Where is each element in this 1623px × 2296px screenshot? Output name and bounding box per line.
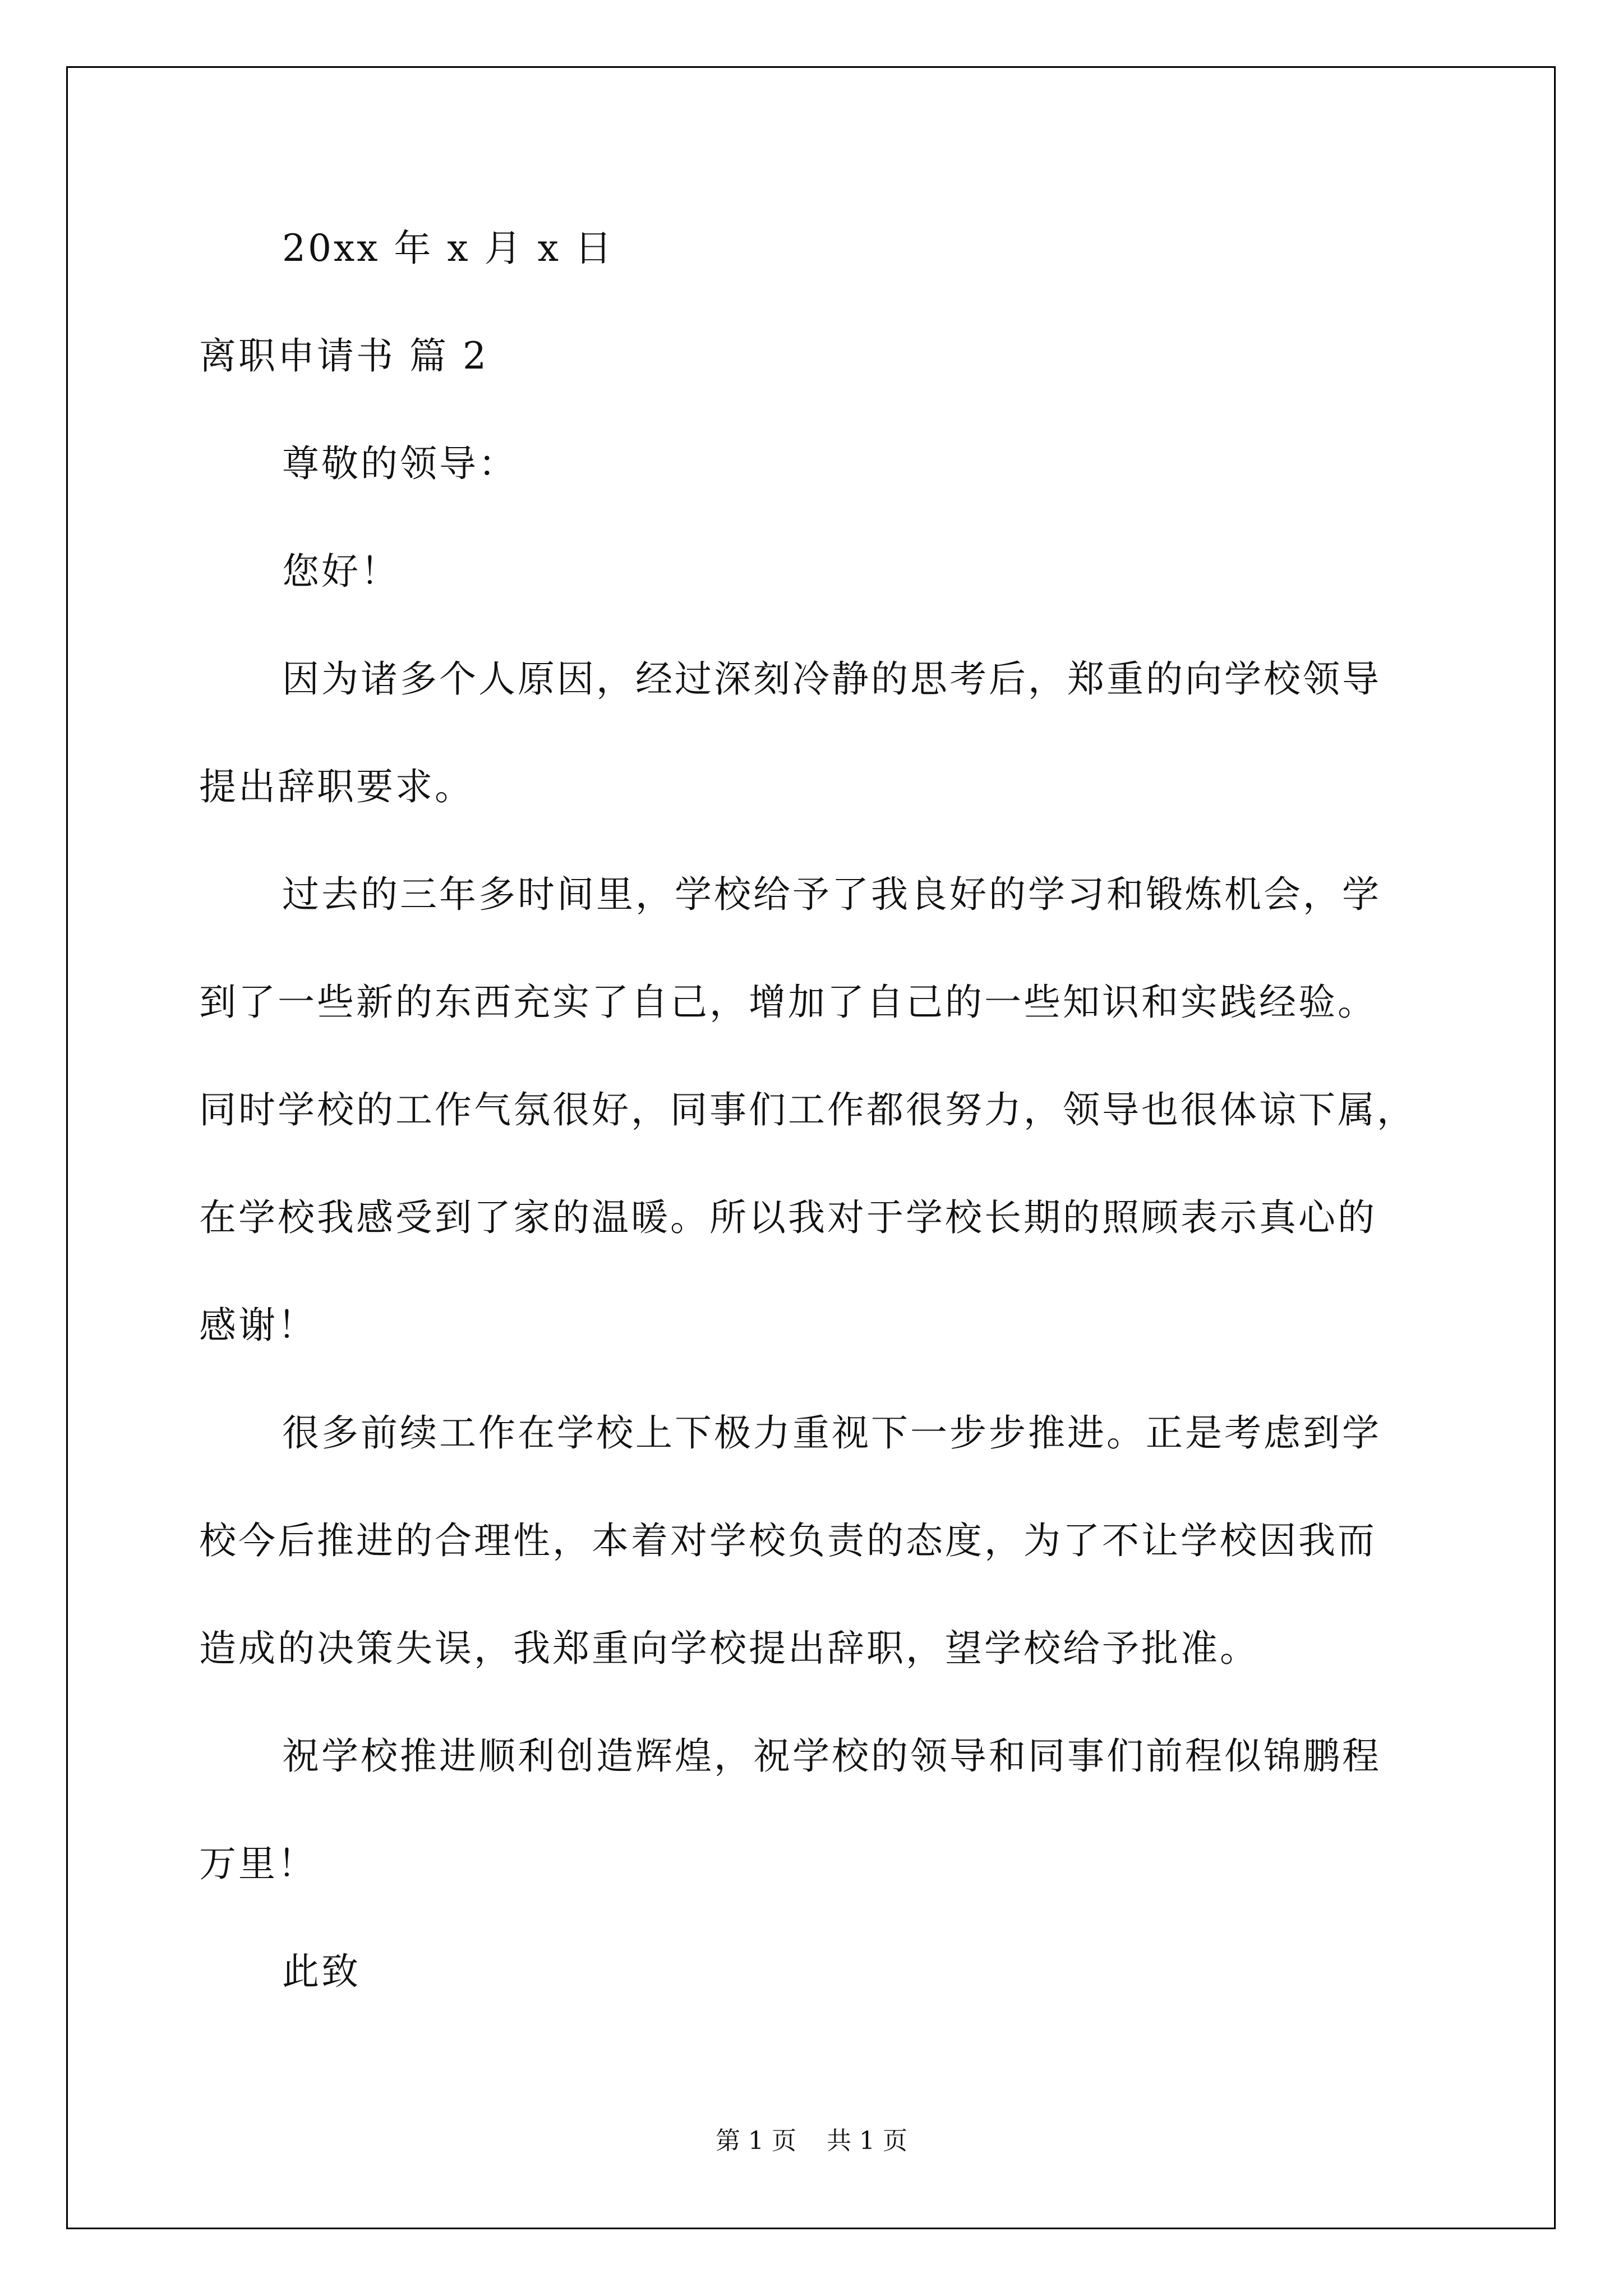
paragraph-2-line-5: 感谢！: [199, 1304, 317, 1347]
document-heading: 离职申请书 篇 2: [199, 334, 488, 378]
paragraph-4-line-1: 祝学校推进顺利创造辉煌，祝学校的领导和同事们前程似锦鹏程: [282, 1734, 1381, 1778]
date-line: 20xx 年 x 月 x 日: [282, 227, 614, 270]
paragraph-1-line-1: 因为诸多个人原因，经过深刻冷静的思考后，郑重的向学校领导: [282, 657, 1381, 701]
paragraph-3-line-3: 造成的决策失误，我郑重向学校提出辞职，望学校给予批准。: [199, 1627, 1259, 1670]
paragraph-2-line-2: 到了一些新的东西充实了自己，增加了自己的一些知识和实践经验。: [199, 981, 1377, 1024]
paragraph-3-line-1: 很多前续工作在学校上下极力重视下一步步推进。正是考虑到学: [282, 1411, 1381, 1455]
paragraph-3-line-2: 校今后推进的合理性，本着对学校负责的态度，为了不让学校因我而: [199, 1519, 1377, 1562]
paragraph-4-line-2: 万里！: [199, 1842, 317, 1885]
paragraph-1-line-2: 提出辞职要求。: [199, 765, 474, 808]
page-number-current: 第 1 页: [716, 2127, 796, 2155]
greeting: 您好！: [282, 550, 400, 593]
paragraph-2-line-3: 同时学校的工作气氛很好，同事们工作都很努力，领导也很体谅下属，: [199, 1088, 1416, 1131]
paragraph-2-line-1: 过去的三年多时间里，学校给予了我良好的学习和锻炼机会，学: [282, 873, 1381, 916]
document-body: [199, 222, 1422, 2053]
paragraph-2-line-4: 在学校我感受到了家的温暖。所以我对于学校长期的照顾表示真心的: [199, 1196, 1377, 1239]
salutation: 尊敬的领导：: [282, 442, 518, 485]
closing: 此致: [282, 1950, 361, 1993]
page-number-total: 共 1 页: [827, 2127, 907, 2155]
page-footer: [0, 2120, 1623, 2156]
